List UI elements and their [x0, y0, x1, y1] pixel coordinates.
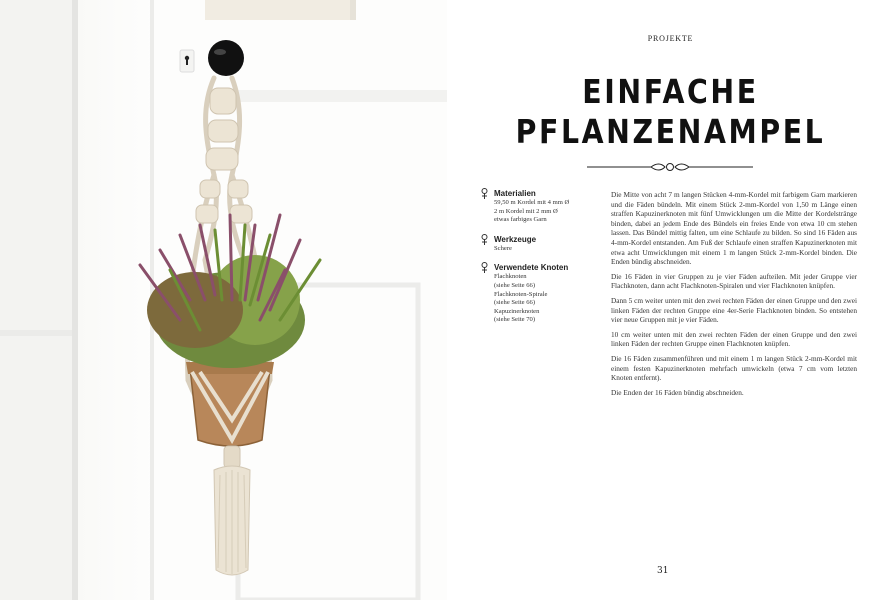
instruction-paragraph: Die Mitte von acht 7 m langen Stücken 4-mm-Kordel mit farbigem Garn markieren und die Fäden bündeln. Mit einem Stück 2-mm-Kordel von 1,50 m Länge einen straffen Kapuzinerknoten mit fünf Umwicklungen um die Mitte der Kordelstränge binden, dabei an jedem Ende des Bündels ein freies Ende von etwa 10 cm stehen lassen. Das Bündel mittig falten, um eine Schlaufe zu bilden. So sind 16 Fäden aus 4-mm-Kordel entstanden. Am Fuß der Schlaufe einen straffen Kapuzinerknoten mit etwa acht Umwicklungen mit einem 1 m langen Stück 2-mm-Kordel binden. Die Enden bündig abschneiden. [611, 190, 857, 267]
knot-item [494, 291, 595, 308]
materials-heading: Materialien [494, 189, 536, 198]
knot-ref: (siehe Seite 66) [494, 281, 536, 289]
cord-bullet-icon [480, 188, 489, 200]
knot-name: Flachknoten [494, 273, 527, 281]
door-frame-edge [72, 0, 78, 600]
knot-item [494, 273, 595, 290]
knot-name: Flachknoten-Spirale [494, 290, 548, 298]
instruction-paragraph: Die Enden der 16 Fäden bündig abschneiden. [611, 387, 744, 397]
instructions-body [611, 190, 857, 402]
section-label: PROJEKTE [647, 34, 694, 43]
title-line-2: PFLANZENAMPEL [515, 112, 826, 151]
materials-group [480, 188, 595, 225]
instruction-paragraph: Dann 5 cm weiter unten mit den zwei rechten Fäden der einen Gruppe und den zwei linken Fäden der rechten Gruppe eine 4er-Serie Flachknoten binden. So entstehen vier neue Gruppen mit je vier Fäden. [611, 295, 857, 325]
tools-heading: Werkzeuge [494, 234, 537, 244]
material-item: etwas farbiges Garn [494, 216, 547, 224]
wall-molding [0, 330, 72, 336]
instruction-paragraph: Die 16 Fäden in vier Gruppen zu je vier Fäden aufteilen. Mit jeder Gruppe vier Flachknoten, dann acht Flachknoten-Spiralen und vier Flachknoten knüpfen. [611, 271, 857, 291]
instruction-paragraph: Die 16 Fäden zusammenführen und mit einem 1 m langen Stück 2-mm-Kordel mit einem festen Kapuzinerknoten mehrfach umwickeln (etwa 7 cm vom letzten Knoten entfernt). [611, 353, 857, 383]
instruction-paragraph: 10 cm weiter unten mit den zwei rechten Fäden der einen Gruppe und den zwei linken Fäden der rechten Gruppe einen Flachknoten knüpfen. [611, 329, 857, 349]
cord-bullet-icon [480, 234, 489, 246]
keyhole-slot [186, 59, 188, 65]
text-page [447, 0, 894, 600]
knots-heading: Verwendete Knoten [494, 263, 569, 273]
knot-ref: (siehe Seite 70) [494, 316, 536, 324]
tool-item: Schere [494, 244, 512, 252]
cord-bullet-icon [480, 262, 489, 274]
knot-name: Kapuzinerknoten [494, 307, 540, 315]
knot-ref: (siehe Seite 66) [494, 299, 536, 307]
title-ornament-icon [587, 160, 753, 174]
page-title [478, 72, 862, 152]
door-window-bottom [205, 0, 355, 20]
window-mullion [350, 0, 356, 20]
knots-group [480, 262, 595, 325]
material-item: 2 m Kordel mit 2 mm Ø [494, 207, 558, 215]
door-panel-rail [230, 90, 447, 102]
materials-sidebar [480, 188, 595, 334]
door-knob [208, 40, 244, 76]
wall-left [0, 0, 72, 600]
page-number: 31 [657, 566, 669, 576]
title-line-1: EINFACHE [582, 72, 759, 111]
material-item: 59,50 m Kordel mit 4 mm Ø [494, 199, 570, 206]
knob-highlight [214, 49, 226, 55]
knot-item [494, 308, 595, 325]
tools-group [480, 234, 595, 254]
